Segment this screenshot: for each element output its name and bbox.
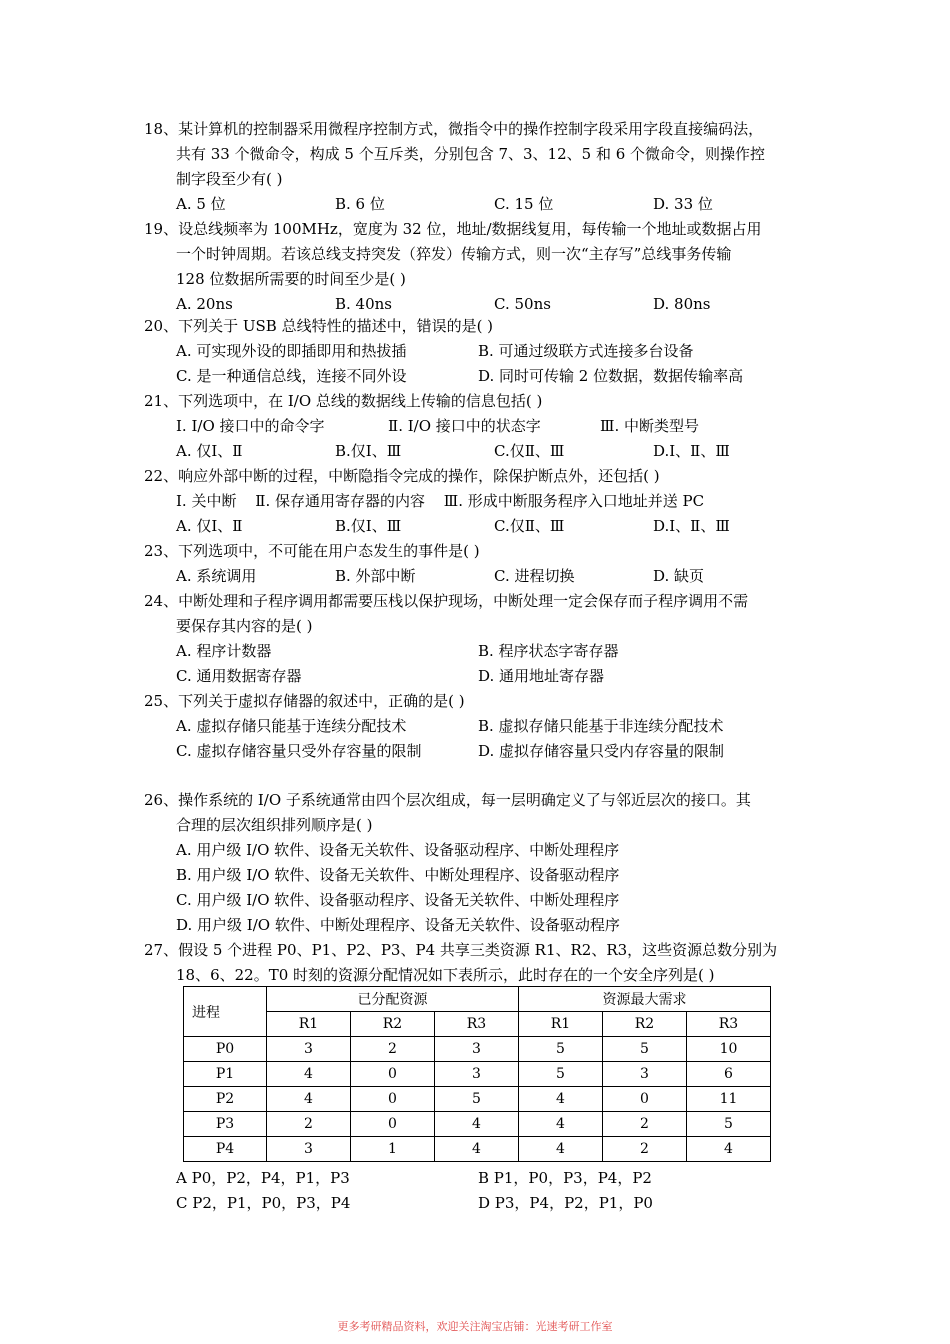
cell: 0 [603, 1087, 687, 1112]
option-d[interactable]: D. 缺页 [653, 567, 705, 585]
option-c[interactable]: C P2，P1，P0，P3，P4 [176, 1194, 351, 1212]
cell: 3 [603, 1062, 687, 1087]
option-d[interactable]: D. 80ns [653, 295, 711, 313]
question-20 [144, 314, 812, 389]
option-d[interactable]: D P3，P4，P2，P1，P0 [478, 1194, 653, 1212]
options-row [144, 664, 812, 689]
options-row [144, 1166, 812, 1191]
cell: 0 [351, 1087, 435, 1112]
cell: 0 [351, 1062, 435, 1087]
option-b[interactable]: B. 外部中断 [335, 567, 416, 585]
option-b[interactable]: B.仅Ⅰ、Ⅲ [335, 517, 402, 535]
option-d[interactable]: D. 同时可传输 2 位数据，数据传输率高 [478, 367, 744, 385]
option-d[interactable]: D.Ⅰ、Ⅱ、Ⅲ [653, 517, 730, 535]
options-row [144, 564, 812, 589]
option-c[interactable]: C.仅Ⅱ、Ⅲ [494, 442, 565, 460]
cell: 4 [519, 1087, 603, 1112]
cell: 10 [687, 1037, 771, 1062]
subheader: R3 [435, 1012, 519, 1037]
option-a[interactable]: A. 仅Ⅰ、Ⅱ [176, 517, 243, 535]
question-stem: 20、下列关于 USB 总线特性的描述中，错误的是( ) [144, 317, 494, 335]
option-a[interactable]: A. 虚拟存储只能基于连续分配技术 [176, 717, 407, 735]
cell: 4 [267, 1062, 351, 1087]
cell: 3 [267, 1137, 351, 1162]
header-process: 进程 [184, 987, 267, 1037]
statement-items [144, 414, 812, 439]
subheader: R2 [351, 1012, 435, 1037]
cell: 4 [519, 1112, 603, 1137]
options-row [144, 514, 812, 539]
statement-iii: Ⅲ. 形成中断服务程序入口地址并送 PC [443, 492, 705, 510]
question-stem: 19、设总线频率为 100MHz，宽度为 32 位，地址/数据线复用，每传输一个地址或数据占用 [144, 220, 762, 238]
question-27 [144, 938, 812, 988]
cell: 2 [603, 1112, 687, 1137]
option-a[interactable]: A. 5 位 [176, 195, 226, 213]
option-c[interactable]: C.仅Ⅱ、Ⅲ [494, 517, 565, 535]
cell: 4 [267, 1087, 351, 1112]
option-d[interactable]: D. 用户级 I/O 软件、中断处理程序、设备无关软件、设备驱动程序 [176, 916, 620, 934]
cell: 4 [435, 1112, 519, 1137]
resource-table [183, 986, 771, 1162]
question-stem: 21、下列选项中，在 I/O 总线的数据线上传输的信息包括( ) [144, 392, 543, 410]
statement-i: Ⅰ. 关中断 [176, 492, 237, 510]
question-stem: 25、下列关于虚拟存储器的叙述中，正确的是( ) [144, 692, 465, 710]
header-allocated: 已分配资源 [267, 987, 519, 1012]
question-23 [144, 539, 812, 589]
question-stem-cont: 合理的层次组织排列顺序是( ) [176, 816, 373, 834]
option-a[interactable]: A. 程序计数器 [176, 642, 272, 660]
option-c[interactable]: C. 用户级 I/O 软件、设备驱动程序、设备无关软件、中断处理程序 [176, 891, 620, 909]
cell: 3 [435, 1037, 519, 1062]
cell: 5 [435, 1087, 519, 1112]
option-c[interactable]: C. 是一种通信总线，连接不同外设 [176, 367, 407, 385]
question-21 [144, 389, 812, 464]
question-stem-cont: 128 位数据所需要的时间至少是( ) [176, 270, 406, 288]
cell: 11 [687, 1087, 771, 1112]
option-d[interactable]: D.Ⅰ、Ⅱ、Ⅲ [653, 442, 730, 460]
option-a[interactable]: A P0，P2，P4，P1，P3 [176, 1169, 350, 1187]
option-b[interactable]: B. 6 位 [335, 195, 385, 213]
option-b[interactable]: B. 40ns [335, 295, 393, 313]
options-row [144, 639, 812, 664]
cell: 3 [267, 1037, 351, 1062]
question-24 [144, 589, 812, 689]
option-b[interactable]: B.仅Ⅰ、Ⅲ [335, 442, 402, 460]
option-c[interactable]: C. 通用数据寄存器 [176, 667, 302, 685]
table-row [184, 1062, 771, 1087]
question-19 [144, 217, 812, 317]
statement-iii: Ⅲ. 中断类型号 [600, 417, 700, 435]
option-b[interactable]: B. 可通过级联方式连接多台设备 [478, 342, 694, 360]
table-row [184, 1037, 771, 1062]
header-max-need: 资源最大需求 [519, 987, 771, 1012]
statement-ii: Ⅱ. 保存通用寄存器的内容 [255, 492, 425, 510]
option-b[interactable]: B. 程序状态字寄存器 [478, 642, 619, 660]
subheader: R3 [687, 1012, 771, 1037]
statement-ii: Ⅱ. I/O 接口中的状态字 [388, 417, 541, 435]
options-row [144, 439, 812, 464]
question-27-options [144, 1166, 812, 1216]
question-stem-cont: 共有 33 个微命令，构成 5 个互斥类，分别包含 7、3、12、5 和 6 个微命令，则操作控 [176, 145, 766, 163]
option-b[interactable]: B. 用户级 I/O 软件、设备无关软件、中断处理程序、设备驱动程序 [176, 866, 620, 884]
options-row [144, 714, 812, 739]
subheader: R2 [603, 1012, 687, 1037]
option-c[interactable]: C. 虚拟存储容量只受外存容量的限制 [176, 742, 422, 760]
option-c[interactable]: C. 15 位 [494, 195, 554, 213]
cell-process: P0 [184, 1037, 267, 1062]
option-d[interactable]: D. 33 位 [653, 195, 713, 213]
option-a[interactable]: A. 仅Ⅰ、Ⅱ [176, 442, 243, 460]
cell-process: P4 [184, 1137, 267, 1162]
option-c[interactable]: C. 进程切换 [494, 567, 575, 585]
cell: 2 [351, 1037, 435, 1062]
cell: 2 [603, 1137, 687, 1162]
cell: 5 [603, 1037, 687, 1062]
option-c[interactable]: C. 50ns [494, 295, 551, 313]
options-row [144, 739, 812, 764]
cell: 5 [519, 1037, 603, 1062]
cell: 4 [435, 1137, 519, 1162]
question-stem-cont: 要保存其内容的是( ) [176, 617, 313, 635]
question-18 [144, 117, 812, 217]
cell: 5 [687, 1112, 771, 1137]
statement-items [144, 489, 812, 514]
option-b[interactable]: B P1，P0，P3，P4，P2 [478, 1169, 652, 1187]
question-stem: 22、响应外部中断的过程，中断隐指令完成的操作，除保护断点外，还包括( ) [144, 467, 660, 485]
question-22 [144, 464, 812, 539]
table-row [184, 1137, 771, 1162]
table-row [184, 1087, 771, 1112]
cell-process: P3 [184, 1112, 267, 1137]
cell: 2 [267, 1112, 351, 1137]
question-stem: 23、下列选项中，不可能在用户态发生的事件是( ) [144, 542, 480, 560]
cell: 1 [351, 1137, 435, 1162]
cell: 5 [519, 1062, 603, 1087]
option-b[interactable]: B. 虚拟存储只能基于非连续分配技术 [478, 717, 724, 735]
cell: 6 [687, 1062, 771, 1087]
option-a[interactable]: A. 用户级 I/O 软件、设备无关软件、设备驱动程序、中断处理程序 [176, 841, 620, 859]
option-a[interactable]: A. 系统调用 [176, 567, 257, 585]
cell: 4 [687, 1137, 771, 1162]
options-row [144, 339, 812, 364]
question-stem: 26、操作系统的 I/O 子系统通常由四个层次组成，每一层明确定义了与邻近层次的接口。其 [144, 791, 751, 809]
question-stem: 24、中断处理和子程序调用都需要压栈以保护现场，中断处理一定会保存而子程序调用不需 [144, 592, 749, 610]
subheader: R1 [519, 1012, 603, 1037]
question-stem: 27、假设 5 个进程 P0、P1、P2、P3、P4 共享三类资源 R1、R2、R3，这些资源总数分别为 [144, 941, 778, 959]
option-d[interactable]: D. 虚拟存储容量只受内存容量的限制 [478, 742, 725, 760]
cell-process: P2 [184, 1087, 267, 1112]
statement-i: Ⅰ. I/O 接口中的命令字 [176, 417, 325, 435]
question-stem-cont: 一个时钟周期。若该总线支持突发（猝发）传输方式，则一次“主存写”总线事务传输 [176, 245, 732, 263]
option-a[interactable]: A. 20ns [176, 295, 233, 313]
question-26 [144, 788, 812, 938]
question-stem-cont: 制字段至少有( ) [176, 170, 283, 188]
footer-watermark: 更多考研精品资料，欢迎关注淘宝店铺：光速考研工作室 [337, 1320, 613, 1333]
cell: 3 [435, 1062, 519, 1087]
subheader: R1 [267, 1012, 351, 1037]
options-row [144, 1191, 812, 1216]
question-stem: 18、某计算机的控制器采用微程序控制方式，微指令中的操作控制字段采用字段直接编码法， [144, 120, 764, 138]
cell: 4 [519, 1137, 603, 1162]
options-row [144, 192, 812, 217]
cell: 0 [351, 1112, 435, 1137]
cell-process: P1 [184, 1062, 267, 1087]
option-d[interactable]: D. 通用地址寄存器 [478, 667, 605, 685]
question-stem-cont: 18、6、22。T0 时刻的资源分配情况如下表所示，此时存在的一个安全序列是( ) [176, 966, 715, 984]
table-row [184, 1112, 771, 1137]
option-a[interactable]: A. 可实现外设的即插即用和热拔插 [176, 342, 407, 360]
options-row [144, 364, 812, 389]
question-25 [144, 689, 812, 764]
